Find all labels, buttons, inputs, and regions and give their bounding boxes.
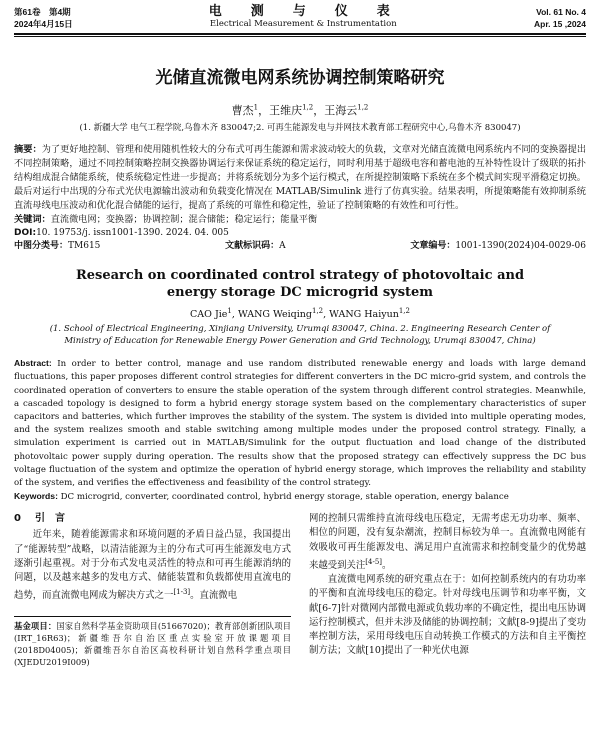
author-sup-en: 1,2 — [398, 307, 410, 315]
body-columns — [14, 512, 586, 667]
intro-paragraph-cont — [309, 512, 586, 573]
article-value: 1001-1390(2024)04-0029-06 — [455, 241, 586, 251]
author-name-en: WANG Haiyun — [329, 309, 399, 321]
authors-en: CAO Jie$^1$, WANG Weiqing$^{1,2}$, WANG Haiyun$^{1,2}$ — [190, 307, 410, 321]
keywords-text-en: DC microgrid, converter, coordinated control, hybrid energy storage, stable operation, energy balance — [60, 492, 509, 503]
left-column — [14, 512, 291, 667]
author-sup: 1,2 — [302, 103, 314, 112]
author-sup-en: 1 — [227, 307, 232, 315]
citation: [1-3] — [173, 588, 191, 597]
journal-name-en: Electrical Measurement & Instrumentation — [209, 19, 397, 29]
vol-issue-cn: 第61卷 第4期 — [14, 7, 71, 17]
intro-text-tail: 。 — [382, 559, 392, 571]
citation: [4-5] — [365, 557, 382, 566]
affiliation-en: (1. School of Electrical Engineering, Xinjiang University, Urumqi 830047, China. 2. Engineering Research Center of Ministry of Education for Renewable Energy Power Generation and Grid Technology, Urumqi 830047, China) — [49, 324, 551, 347]
author-name: 曹杰 — [231, 104, 254, 117]
abstract-label-cn: 摘要： — [14, 144, 42, 155]
journal-header — [14, 6, 586, 30]
author-sup: 1,2 — [357, 103, 369, 112]
paper-title-en: Research on coordinated control strategy of photovoltaic and energy storage DC microgrid system — [75, 268, 525, 300]
abstract-text-cn: 为了更好地控制、管理和使用随机性较大的分布式可再生能源和需求波动较大的负载，文章对光储直流微电网系统内不同的变换器提出不同控制策略，通过不同控制策略控制交换器协调运行来保证系统的稳定运行，同时利用基于超级电容和蓄电池的互补特性设计了级联的拓扑结构组成混合储能系统，使系统稳定性进一步提高；并将系统划分为多个运行模式，在所提控制策略下系统在多个模式间实现平滑稳定切换。最后对运行中出现的分布式光伏电源输出波动和负载变化情况在 MATLAB/Simulink 进行了仿真实验。结果表明，所提策略能有效抑制系统直流母线电压波动和优化混合储能的运行，提高了系统的可靠性和稳定性，验证了控制策略的有效性和可行性。 — [14, 144, 587, 211]
funding-label: 基金项目： — [14, 620, 57, 631]
section-number: 0 — [14, 513, 21, 525]
vol-issue-en: Vol. 61 No. 4 — [536, 7, 586, 17]
intro-paragraph-2: 直流微电网系统的研究重点在于：如何控制系统内的有功功率的平衡和直流母线电压的稳定。针对母线电压调节和功率平衡，文献[6-7]针对微网内部微电源或负载功率的不确定性，提出电压协调运行控制模式，但并未涉及储能的协调控制；文献[8-9]提出了变功率控制方法，采用母线电压自动转换工作模式的方法和自主平衡控制方法；文献[10]提出了一种光伏电源 — [309, 574, 586, 657]
doi-label: DOI: — [14, 228, 37, 238]
abstract-text-en: In order to better control, manage and use random distributed renewable energy and loads with large demand fluctuations, this paper proposes different control strategies for different converters in the DC micro-grid system, and controls the coordinated operation of converters to ensure the stable operation of the system through different control strategies. Meanwhile, a cascaded topology is designed to form a hybrid energy storage system based on the complementary characteristics of super capacitors and batteries, which further improves the stability of the system. The system is divided into multiple operating modes, and the system realizes smooth and stable switching among multiple modes under the proposed control strategy. Finally, a simulation experiment is carried out in MATLAB/Simulink for the output fluctuation and load change of the distributed photovoltaic power supply during operation. The results show that the proposed strategy can effectively suppress the DC bus voltage fluctuation of the system and optimize the operation of hybrid energy storage, which improves the reliability and stability of the system, and verifies the effectiveness and feasibility of the control strategy. — [14, 359, 586, 488]
intro-text: 近年来，随着能源需求和环境问题的矛盾日益凸显，我国提出了“能源转型”战略，以清洁能源为主的分布式可再生能源发电方式逐渐引起重视。对于分布式发电灵活性的特点和可再生能源消纳的问题，以及越来越多的发电方式、储能装置和负载都使用直流电的趋势，而直流微电网成为解决方式之一 — [14, 529, 291, 602]
header-rule-thin — [14, 36, 586, 37]
funding-note — [14, 616, 291, 668]
abstract-cn — [14, 143, 586, 213]
author-name-en: WANG Weiqing — [237, 309, 312, 321]
affiliation-cn: (1. 新疆大学 电气工程学院,乌鲁木齐 830047;2. 可再生能源发电与并网技术教育部工程研究中心,乌鲁木齐 830047) — [79, 123, 521, 133]
author-sup-en: 1,2 — [311, 307, 324, 315]
paper-title-cn: 光储直流微电网系统协调控制策略研究 — [155, 68, 445, 88]
intro-text-tail: 。直流微电 — [190, 590, 238, 602]
clc-value: TM615 — [68, 241, 101, 251]
doi-line — [14, 227, 586, 240]
date-en: Apr. 15 ,2024 — [534, 19, 586, 29]
author-sup: 1 — [253, 103, 259, 112]
date-cn: 2024年4月15日 — [14, 19, 73, 29]
abstract-label-en: Abstract: — [14, 358, 52, 369]
doi-value: 10. 19753/j. issn1001-1390. 2024. 04. 005 — [36, 228, 229, 238]
keywords-label-en: Keywords: — [14, 491, 58, 502]
code-label: 文献标识码： — [225, 241, 280, 251]
header-rule — [14, 33, 586, 35]
code-value: A — [279, 241, 286, 251]
intro-paragraph-1 — [14, 528, 291, 603]
journal-name-cn: 电 测 与 仪 表 — [208, 4, 398, 19]
classification-line — [14, 240, 586, 253]
keywords-en — [14, 490, 586, 504]
section-heading — [14, 512, 291, 526]
keywords-label-cn: 关键词： — [14, 214, 51, 225]
author-name-en: CAO Jie — [190, 309, 228, 321]
authors-cn: 曹杰$^1$，王维庆$^{1,2}$，王海云$^{1,2}$ — [231, 103, 369, 117]
author-name: 王海云 — [324, 104, 358, 117]
right-column — [309, 512, 586, 667]
author-name: 王维庆 — [269, 104, 303, 117]
clc-label: 中图分类号： — [14, 241, 69, 251]
abstract-en — [14, 357, 586, 490]
funding-text: 国家自然科学基金资助项目(51667020)；教育部创新团队项目(IRT_16R63)；新疆维吾尔自治区重点实验室开放课题项目(2018D04005)；新疆维吾尔自治区高校科研计划自然科学重点项目(XJEDU2019I009) — [14, 620, 291, 667]
section-title: 引 言 — [34, 513, 65, 525]
article-label: 文章编号： — [410, 241, 456, 251]
keywords-cn — [14, 213, 586, 227]
intro-text: 网的控制只需维持直流母线电压稳定，无需考虑无功功率、频率、相位的问题，没有复杂潮流，控制目标较为单一。直流微电网能有效吸收可再生能源发电、满足用户直流需求和控制变量少的优势越来越受到关注 — [309, 513, 586, 571]
keywords-text-cn: 直流微电网；变换器；协调控制；混合储能；稳定运行；能量平衡 — [50, 214, 318, 225]
